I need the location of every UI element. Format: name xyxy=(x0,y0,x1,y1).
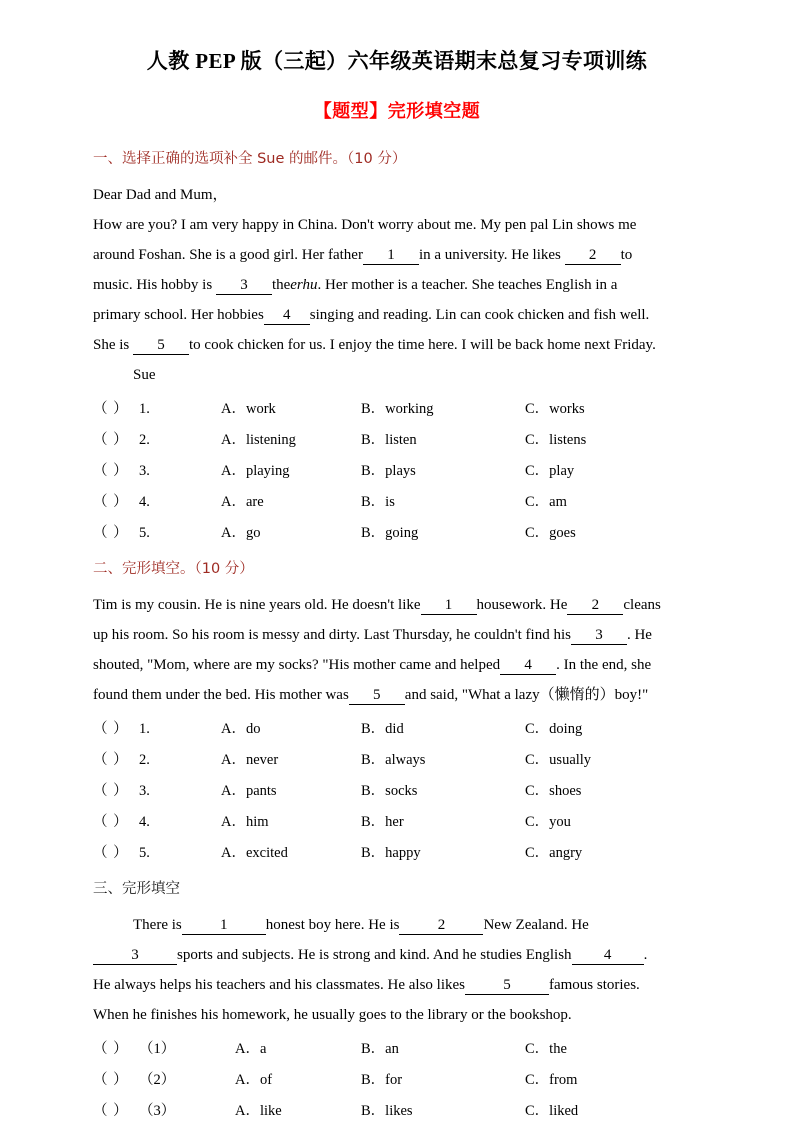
option-row xyxy=(93,1065,701,1096)
option-c[interactable]: C．shoes xyxy=(525,782,582,799)
option-c[interactable]: C．works xyxy=(525,401,585,418)
blank-2[interactable]: 2 xyxy=(567,596,623,615)
question-number: 5. xyxy=(139,525,150,542)
option-b[interactable]: B．for xyxy=(361,1071,403,1088)
answer-bracket[interactable]: （ ） xyxy=(93,401,129,418)
option-b[interactable]: B．plays xyxy=(361,463,416,480)
signature-text: Sue xyxy=(133,367,156,384)
passage-text: honest boy here. He is xyxy=(265,916,400,933)
question-number: 5. xyxy=(139,844,150,861)
option-b[interactable]: B．happy xyxy=(361,844,421,861)
passage-text: New Zealand. He xyxy=(483,916,589,933)
passage-line-4 xyxy=(93,680,701,710)
option-c[interactable]: C．listens xyxy=(525,432,587,449)
passage-text: cleans xyxy=(623,596,661,613)
question-number: 2. xyxy=(139,751,150,768)
salutation-line xyxy=(93,180,701,210)
passage-line-2 xyxy=(93,240,701,270)
section-two-options xyxy=(93,714,701,869)
option-b[interactable]: B．an xyxy=(361,1040,399,1057)
salutation-text: Dear Dad and Mum， xyxy=(93,187,228,204)
option-a[interactable]: A．of xyxy=(235,1071,273,1088)
passage-line-1 xyxy=(93,590,701,620)
passage-text: music. His hobby is xyxy=(93,277,213,294)
passage-text: shouted, "Mom, where are my socks? "His mother came and helped xyxy=(93,656,501,673)
option-c[interactable]: C．you xyxy=(525,813,571,830)
passage-text: Tim is my cousin. He is nine years old. He doesn't like xyxy=(93,596,421,613)
question-number: （2） xyxy=(139,1071,176,1088)
option-a[interactable]: A．playing xyxy=(221,463,290,480)
answer-bracket[interactable]: （ ） xyxy=(93,432,129,449)
passage-text: housework. He xyxy=(476,596,568,613)
blank-3[interactable]: 3 xyxy=(93,946,177,965)
blank-5[interactable]: 5 xyxy=(133,336,189,355)
option-b[interactable]: B．listen xyxy=(361,432,417,449)
passage-text: She is xyxy=(93,337,130,354)
question-number: 4. xyxy=(139,813,150,830)
question-number: 4. xyxy=(139,494,150,511)
answer-bracket[interactable]: （ ） xyxy=(93,1071,129,1088)
section-one xyxy=(93,149,701,549)
option-b[interactable]: B．going xyxy=(361,525,419,542)
option-row xyxy=(93,425,701,456)
question-number: 2. xyxy=(139,432,150,449)
passage-text: to xyxy=(620,247,633,264)
blank-5[interactable]: 5 xyxy=(349,686,405,705)
passage-text: He always helps his teachers and his classmates. He also likes xyxy=(93,976,465,993)
option-row xyxy=(93,487,701,518)
option-c[interactable]: C．goes xyxy=(525,525,576,542)
section-two-heading: 二、完形填空。（10 分） xyxy=(93,561,254,578)
passage-text: and said, "What a lazy（懒惰的）boy!" xyxy=(404,686,649,703)
option-row xyxy=(93,807,701,838)
option-a[interactable]: A．a xyxy=(235,1040,267,1057)
option-a[interactable]: A．work xyxy=(221,401,276,418)
answer-bracket[interactable]: （ ） xyxy=(93,1102,129,1119)
passage-line-3 xyxy=(93,970,701,1000)
passage-text: How are you? I am very happy in China. Don't worry about me. My pen pal Lin shows me xyxy=(93,217,637,234)
passage-line-4 xyxy=(93,1000,701,1030)
option-b[interactable]: B．likes xyxy=(361,1102,413,1119)
option-a[interactable]: A．him xyxy=(221,813,269,830)
page-subtitle: 【题型】完形填空题 xyxy=(313,101,481,123)
question-number: 1. xyxy=(139,401,150,418)
option-b[interactable]: B．always xyxy=(361,751,426,768)
passage-text: When he finishes his homework, he usually goes to the library or the bookshop. xyxy=(93,1006,572,1023)
blank-1[interactable]: 1 xyxy=(182,916,266,935)
option-c[interactable]: C．doing xyxy=(525,720,583,737)
option-c[interactable]: C．liked xyxy=(525,1102,579,1119)
blank-4[interactable]: 4 xyxy=(264,306,310,325)
option-b[interactable]: B．working xyxy=(361,401,434,418)
option-a[interactable]: A．pants xyxy=(221,782,277,799)
erhu-italic-term: erhu xyxy=(290,277,318,294)
answer-bracket[interactable]: （ ） xyxy=(93,844,129,861)
answer-bracket[interactable]: （ ） xyxy=(93,751,129,768)
passage-text: up his room. So his room is messy and dirty. Last Thursday, he couldn't find his xyxy=(93,626,571,643)
passage-line-3 xyxy=(93,650,701,680)
option-c[interactable]: C．play xyxy=(525,463,575,480)
blank-4[interactable]: 4 xyxy=(500,656,556,675)
option-row xyxy=(93,745,701,776)
passage-text: . Her mother is a teacher. She teaches English in a xyxy=(317,277,618,294)
answer-bracket[interactable]: （ ） xyxy=(93,494,129,511)
section-one-options xyxy=(93,394,701,549)
question-number: 1. xyxy=(139,720,150,737)
option-row xyxy=(93,714,701,745)
option-b[interactable]: B．socks xyxy=(361,782,418,799)
section-three-options xyxy=(93,1034,701,1127)
option-row xyxy=(93,456,701,487)
blank-3[interactable]: 3 xyxy=(571,626,627,645)
option-row xyxy=(93,838,701,869)
passage-text: primary school. Her hobbies xyxy=(93,307,264,324)
blank-2[interactable]: 2 xyxy=(565,246,621,265)
option-b[interactable]: B．did xyxy=(361,720,404,737)
option-row xyxy=(93,394,701,425)
section-two-passage xyxy=(93,590,701,710)
passage-line-2 xyxy=(93,620,701,650)
passage-text: famous stories. xyxy=(548,976,640,993)
section-one-heading: 一、选择正确的选项补全 Sue 的邮件。（10 分） xyxy=(93,151,407,168)
option-a[interactable]: A．do xyxy=(221,720,261,737)
passage-line-5 xyxy=(93,330,701,360)
answer-bracket[interactable]: （ ） xyxy=(93,525,129,542)
question-number: 3. xyxy=(139,782,150,799)
option-c[interactable]: C．angry xyxy=(525,844,583,861)
blank-5[interactable]: 5 xyxy=(465,976,549,995)
option-a[interactable]: A．listening xyxy=(221,432,296,449)
option-b[interactable]: B．her xyxy=(361,813,404,830)
option-a[interactable]: A．like xyxy=(235,1102,282,1119)
page-content xyxy=(93,48,701,1133)
option-a[interactable]: A．never xyxy=(221,751,279,768)
blank-1[interactable]: 1 xyxy=(421,596,477,615)
answer-bracket[interactable]: （ ） xyxy=(93,813,129,830)
section-one-passage xyxy=(93,180,701,390)
page-title: 人教 PEP 版（三起）六年级英语期末总复习专项训练 xyxy=(146,49,648,73)
question-number: （3） xyxy=(139,1102,176,1119)
passage-text: the xyxy=(271,277,291,294)
passage-line-1 xyxy=(93,210,701,240)
passage-text: sports and subjects. He is strong and kind. And he studies English xyxy=(177,946,572,963)
passage-text: singing and reading. Lin can cook chicken and fish well. xyxy=(309,307,650,324)
passage-line-2 xyxy=(93,940,701,970)
option-row xyxy=(93,518,701,549)
passage-text: found them under the bed. His mother was xyxy=(93,686,349,703)
section-three-passage xyxy=(93,910,701,1030)
option-row xyxy=(93,1034,701,1065)
option-a[interactable]: A．are xyxy=(221,494,264,511)
option-row xyxy=(93,776,701,807)
blank-3[interactable]: 3 xyxy=(216,276,272,295)
passage-text: . He xyxy=(626,626,652,643)
passage-line-4 xyxy=(93,300,701,330)
section-two xyxy=(93,559,701,869)
answer-bracket[interactable]: （ ） xyxy=(93,720,129,737)
question-number: 3. xyxy=(139,463,150,480)
option-a[interactable]: A．go xyxy=(221,525,261,542)
passage-text: . xyxy=(643,946,648,963)
passage-line-1 xyxy=(93,910,701,940)
option-c[interactable]: C．usually xyxy=(525,751,592,768)
option-c[interactable]: C．the xyxy=(525,1040,567,1057)
answer-bracket[interactable]: （ ） xyxy=(93,1040,129,1057)
option-a[interactable]: A．excited xyxy=(221,844,288,861)
option-b[interactable]: B．is xyxy=(361,494,395,511)
answer-bracket[interactable]: （ ） xyxy=(93,782,129,799)
option-c[interactable]: C．from xyxy=(525,1071,578,1088)
option-c[interactable]: C．am xyxy=(525,494,567,511)
passage-text: There is xyxy=(133,916,182,933)
blank-4[interactable]: 4 xyxy=(572,946,644,965)
question-number: （1） xyxy=(139,1040,176,1057)
answer-bracket[interactable]: （ ） xyxy=(93,463,129,480)
signature-line xyxy=(93,360,701,390)
blank-2[interactable]: 2 xyxy=(399,916,483,935)
section-three xyxy=(93,879,701,1127)
passage-line-3 xyxy=(93,270,701,300)
passage-text: to cook chicken for us. I enjoy the time here. I will be back home next Friday. xyxy=(189,337,656,354)
passage-text: in a university. He likes xyxy=(418,247,561,264)
passage-text: around Foshan. She is a good girl. Her father xyxy=(93,247,363,264)
blank-1[interactable]: 1 xyxy=(363,246,419,265)
passage-text: . In the end, she xyxy=(556,656,652,673)
section-three-heading: 三、完形填空 xyxy=(93,880,180,897)
